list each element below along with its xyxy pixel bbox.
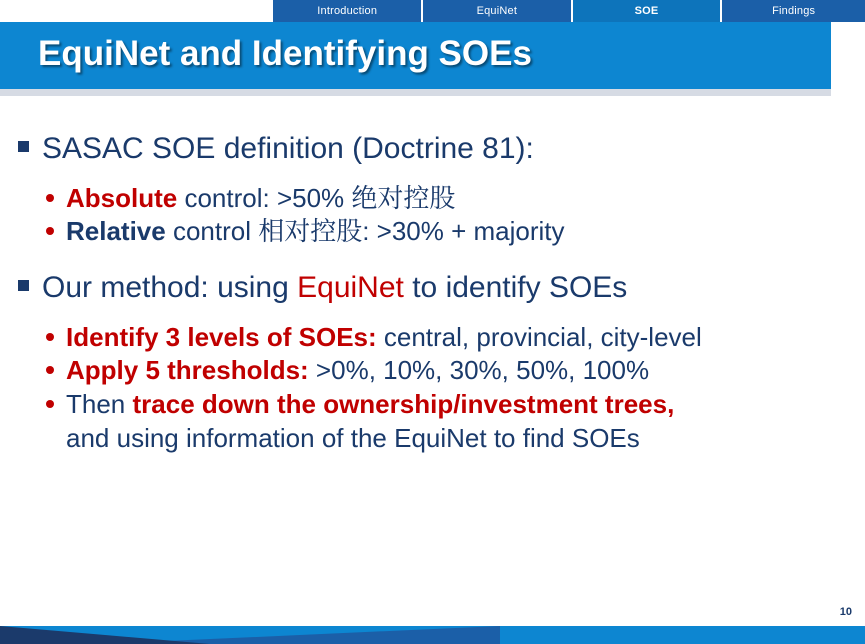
identify-levels-rest: central, provincial, city-level (376, 321, 702, 352)
nav-tab-equinet[interactable] (423, 0, 571, 22)
page-number: 10 (839, 606, 852, 618)
bullet-level1-our-method (0, 269, 865, 307)
nav-tab-introduction[interactable] (273, 0, 421, 22)
trace-down-continuation: and using information of the EquiNet to find SOEs (66, 422, 640, 453)
our-method-equinet: EquiNet (297, 271, 404, 305)
nav-tab-soe-label: SOE (634, 5, 659, 17)
apply-thresholds-keyword: Apply 5 thresholds: (66, 355, 309, 386)
bullet-trace-down (0, 388, 865, 422)
bullet-relative-keyword: Relative (66, 216, 166, 247)
nav-tab-soe[interactable] (573, 0, 721, 22)
bullet-identify-levels (0, 321, 865, 355)
bullet-apply-thresholds-text (46, 354, 649, 388)
our-method-suffix: to identify SOEs (403, 271, 628, 305)
round-bullet-icon (46, 194, 54, 202)
bullet-identify-levels-text (46, 321, 702, 355)
apply-thresholds-rest: >0%, 10%, 30%, 50%, 100% (308, 355, 650, 386)
nav-tab-equinet-label: EquiNet (476, 5, 518, 17)
bullet-absolute-rest: control: >50% 绝对控股 (177, 182, 456, 213)
bullet-relative-rest: control 相对控股: >30% + majority (165, 216, 565, 247)
bullet-trace-down-text (46, 388, 674, 422)
bullet-level1-sasac-label: SASAC SOE definition (Doctrine 81): (42, 132, 534, 165)
bullet-absolute-control (0, 182, 865, 216)
round-bullet-icon (46, 333, 54, 341)
bullet-trace-down-continuation-text (46, 422, 640, 456)
slide-body (0, 130, 865, 456)
trace-down-keyword: trace down the ownership/investment trees, (132, 389, 675, 420)
nav-tab-findings[interactable] (722, 0, 865, 22)
bullet-level1-sasac (0, 130, 865, 168)
spacer (0, 309, 865, 321)
identify-levels-keyword: Identify 3 levels of SOEs: (66, 321, 377, 352)
spacer (0, 170, 865, 182)
bullet-level1-our-method-text (18, 269, 627, 307)
square-bullet-icon (18, 141, 29, 152)
bullet-relative-control-text (46, 215, 565, 249)
spacer (0, 249, 865, 269)
trace-down-prefix: Then (66, 389, 133, 420)
bullet-trace-down-continuation (0, 422, 865, 456)
our-method-prefix: Our method: using (42, 271, 298, 305)
bullet-relative-control (0, 215, 865, 249)
bullet-absolute-keyword: Absolute (66, 182, 178, 213)
page-title: EquiNet and Identifying SOEs (38, 34, 532, 73)
top-navigation-bar (0, 0, 865, 22)
title-band-shadow (0, 89, 831, 96)
bullet-apply-thresholds (0, 354, 865, 388)
nav-tab-findings-label: Findings (772, 5, 816, 17)
square-bullet-icon (18, 280, 29, 291)
nav-tab-introduction-label: Introduction (317, 5, 378, 17)
bullet-absolute-control-text (46, 182, 455, 216)
nav-left-spacer (0, 0, 273, 22)
